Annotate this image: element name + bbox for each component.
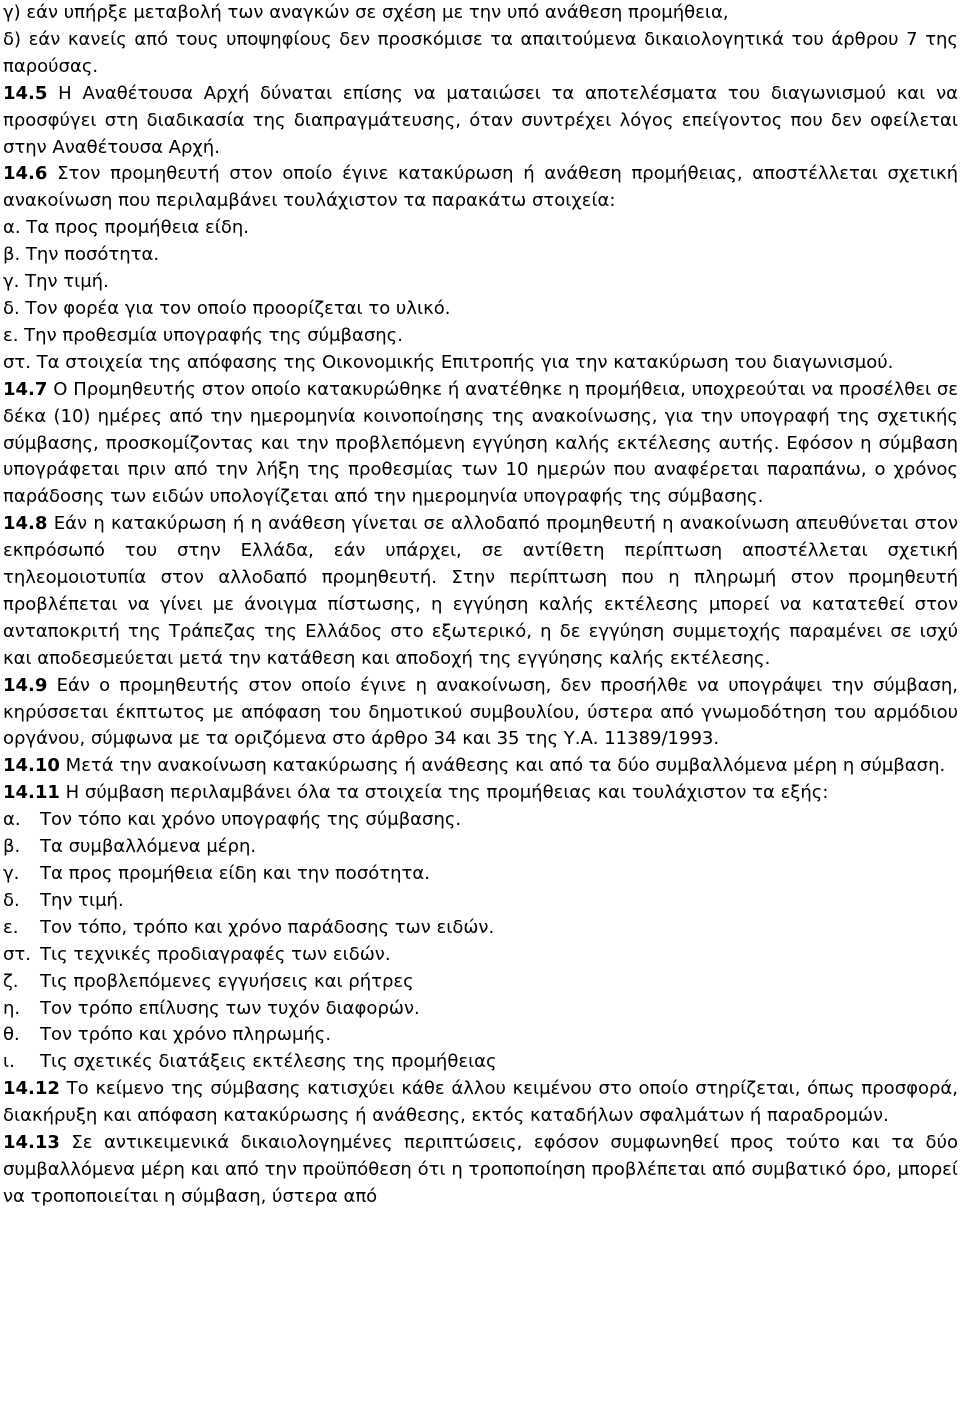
section-text: Η Αναθέτουσα Αρχή δύναται επίσης να ματαιώσει τα αποτελέσματα του διαγωνισμού και να προσφύγει στη διαδικασία της διαπραγμάτευσης, όταν συντρέχει λόγος επείγοντος που δεν οφείλεται στην Αναθέτουσα Αρχή. [3, 82, 958, 158]
section-text: Σε αντικειμενικά δικαιολογημένες περιπτώσεις, εφόσον συμφωνηθεί προς τούτο και τα δύο συμβαλλόμενα μέρη και από την προϋπόθεση ότι η τροποποίηση προβλέπεται από συμβατικό όρο, μπορεί να τροποποιείται η σύμβαση, ύστερα από [3, 1132, 958, 1207]
section-text: Η σύμβαση περιλαμβάνει όλα τα στοιχεία της προμήθειας και τουλάχιστον τα εξής: [59, 782, 829, 804]
section-number: 14.12 [3, 1078, 60, 1100]
list-text: Την τιμή. [40, 889, 124, 911]
section-number: 14.8 [3, 513, 48, 535]
section-14-6 [3, 161, 958, 215]
section-number: 14.11 [3, 782, 60, 804]
list-marker: στ. [3, 943, 31, 965]
intro-line-c: γ) εάν υπήρξε μεταβολή των αναγκών σε σχέση με την υπό ανάθεση προμήθεια, [3, 2, 729, 23]
list-text: Τις προβλεπόμενες εγγυήσεις και ρήτρες [40, 970, 414, 992]
list-marker: ζ. [3, 970, 19, 992]
list-marker: η. [3, 997, 21, 1019]
section-text: Εάν ο προμηθευτής στον οποίο έγινε η ανακοίνωση, δεν προσήλθε να υπογράψει την σύμβαση, κηρύσσεται έκπτωτος με απόφαση του δημοτικού συμβουλίου, ύστερα από γνωμοδότηση του αρμόδιου οργάνου, σύμφωνα με τα οριζόμενα στο άρθρο 34 και 35 της Υ.Α. 11389/1993. [3, 674, 958, 750]
section-14-7 [3, 377, 958, 512]
section-14-9 [3, 673, 958, 754]
list-text: Τα συμβαλλόμενα μέρη. [40, 836, 257, 858]
list-item [3, 942, 958, 969]
list-text: Τις σχετικές διατάξεις εκτέλεσης της προμήθειας [40, 1051, 497, 1073]
list-item [3, 807, 958, 834]
list-marker: α. [3, 809, 21, 831]
list-marker: ι. [3, 1051, 15, 1073]
list-text: Τα προς προμήθεια είδη και την ποσότητα. [40, 863, 430, 884]
list-item [3, 915, 958, 942]
section-number: 14.13 [3, 1132, 60, 1154]
section-text: Εάν η κατακύρωση ή η ανάθεση γίνεται σε αλλοδαπό προμηθευτή η ανακοίνωση απευθύνεται στον εκπρόσωπό του στην Ελλάδα, εάν υπάρχει, σε αντίθετη περίπτωση αποστέλλεται σχετική τηλεομοιοτυπία στον αλλοδαπό προμηθευτή. Στην περίπτωση που η πληρωμή στον προμηθευτή προβλέπεται να γίνει με άνοιγμα πίστωσης, η εγγύηση καλής εκτέλεσης μπορεί να κατατεθεί στον ανταποκριτή της Τράπεζας της Ελλάδος στο εξωτερικό, η δε εγγύηση συμμετοχής παραμένει σε ισχύ και αποδεσμεύεται μετά την κατάθεση και αποδοχή της εγγύησης καλής εκτέλεσης. [3, 513, 958, 669]
section-text: Στον προμηθευτή στον οποίο έγινε κατακύρωση ή ανάθεση προμήθειας, αποστέλλεται σχετική ανακοίνωση που περιλαμβάνει τουλάχιστον τα παρακάτω στοιχεία: [3, 163, 958, 212]
list-item [3, 834, 958, 861]
document-page [3, 0, 958, 1211]
list-text: Τον τόπο και χρόνο υπογραφής της σύμβασης. [40, 809, 462, 831]
section-number: 14.10 [3, 755, 60, 777]
list-item [3, 1022, 958, 1049]
section-14-8 [3, 511, 958, 672]
section-14-11 [3, 780, 958, 807]
list-item: δ. Τον φορέα για τον οποίο προορίζεται το υλικό. [3, 297, 451, 319]
list-item: ε. Την προθεσμία υπογραφής της σύμβασης. [3, 324, 403, 346]
section-text: Ο Προμηθευτής στον οποίο κατακυρώθηκε ή ανατέθηκε η προμήθεια, υποχρεούται να προσέλθει σε δέκα (10) ημέρες από την ημερομηνία κοινοποίησης της ανακοίνωσης, για την υπογραφή της σχετικής σύμβασης, προσκομίζοντας και την προβλεπόμενη εγγύηση καλής εκτέλεσης αυτής. Εφόσον η σύμβαση υπογράφεται πριν από την λήξη της προθεσμίας των 10 ημερών που αναφέρεται παραπάνω, ο χρόνος παράδοσης των ειδών υπολογίζεται από την ημερομηνία υπογραφής της σύμβασης. [3, 378, 958, 508]
section-text: Το κείμενο της σύμβασης κατισχύει κάθε άλλου κειμένου στο οποίο στηρίζεται, όπως προσφορά, διακήρυξη και απόφαση κατακύρωσης ή ανάθεσης, εκτός καταδήλων σφαλμάτων ή παραδρομών. [3, 1078, 958, 1127]
list-item [3, 888, 958, 915]
section-14-5 [3, 81, 958, 162]
list-text: Τον τρόπο και χρόνο πληρωμής. [40, 1024, 332, 1046]
section-text: Μετά την ανακοίνωση κατακύρωσης ή ανάθεσης και από τα δύο συμβαλλόμενα μέρη η σύμβαση. [59, 755, 946, 777]
list-item: β. Την ποσότητα. [3, 244, 160, 266]
intro-line-d: δ) εάν κανείς από τους υποψηφίους δεν προσκόμισε τα απαιτούμενα δικαιολογητικά του άρθρου 7 της παρούσας. [3, 28, 958, 77]
list-item: α. Τα προς προμήθεια είδη. [3, 217, 249, 239]
list-item: στ. Τα στοιχεία της απόφασης της Οικονομικής Επιτροπής για την κατακύρωση του διαγωνισμού. [3, 351, 894, 373]
list-text: Τον τρόπο επίλυσης των τυχόν διαφορών. [40, 997, 420, 1019]
list-item [3, 969, 958, 996]
list-marker: γ. [3, 863, 20, 884]
section-number: 14.6 [3, 163, 48, 185]
list-text: Τις τεχνικές προδιαγραφές των ειδών. [40, 943, 391, 965]
list-marker: δ. [3, 889, 20, 911]
section-14-13 [3, 1130, 958, 1211]
list-item: γ. Την τιμή. [3, 271, 109, 293]
list-item [3, 996, 958, 1023]
list-marker: ε. [3, 916, 19, 938]
contract-terms-list [3, 807, 958, 1076]
list-marker: θ. [3, 1024, 20, 1046]
section-14-12 [3, 1076, 958, 1130]
section-number: 14.9 [3, 674, 48, 696]
list-marker: β. [3, 836, 21, 858]
section-number: 14.7 [3, 378, 48, 400]
section-14-10 [3, 753, 958, 780]
list-item [3, 1049, 958, 1076]
section-number: 14.5 [3, 82, 48, 104]
list-text: Τον τόπο, τρόπο και χρόνο παράδοσης των ειδών. [40, 916, 495, 938]
list-item [3, 861, 958, 888]
